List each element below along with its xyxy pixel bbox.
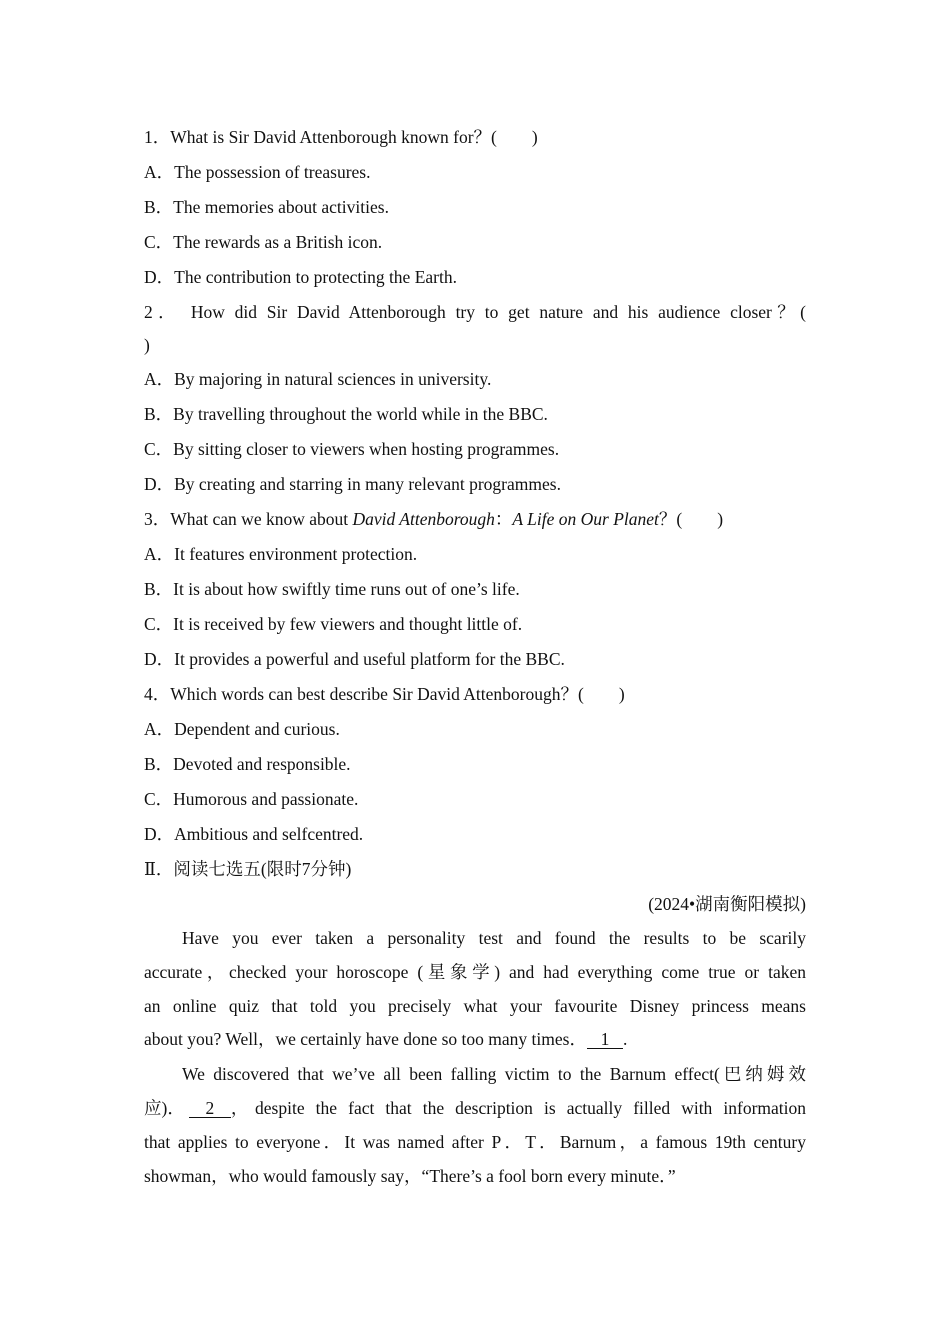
- passage-p2-line2-text: ，despite the fact that the description is actually filled with information: [230, 1098, 806, 1118]
- question-1-option-b: B．The memories about activities.: [144, 197, 389, 217]
- question-3-colon: ：: [494, 509, 513, 529]
- question-3-stem-prefix: 3．What can we know about: [144, 509, 353, 529]
- question-3-stem-suffix: ？( ): [658, 509, 724, 529]
- passage-p1-line1: Have you ever taken a personality test and found the results to be scarily: [182, 928, 806, 948]
- question-3-title-b: A Life on Our Planet: [512, 509, 659, 529]
- question-2-option-a: A．By majoring in natural sciences in university.: [144, 369, 492, 389]
- question-2-stem-line2: ): [144, 335, 150, 355]
- question-1-stem: 1．What is Sir David Attenborough known for？( ): [144, 127, 538, 147]
- question-3-option-b: B．It is about how swiftly time runs out of one’s life.: [144, 579, 520, 599]
- question-4-option-c: C．Humorous and passionate.: [144, 789, 359, 809]
- question-4-option-b: B．Devoted and responsible.: [144, 754, 351, 774]
- section-source: (2024•湖南衡阳模拟): [648, 894, 806, 914]
- passage-p2-line2-start: 应)．: [144, 1098, 185, 1118]
- question-4-stem: 4．Which words can best describe Sir David Attenborough？( ): [144, 684, 625, 704]
- passage-p1-line4: [144, 1028, 806, 1050]
- passage-p1-line2: accurate，checked your horoscope (星象学) and had everything come true or taken: [144, 962, 806, 982]
- passage-p2-line3: that applies to everyone．It was named after P．T．Barnum，a famous 19th century: [144, 1132, 806, 1152]
- question-2-option-d: D．By creating and starring in many relevant programmes.: [144, 474, 561, 494]
- blank-1: 1: [587, 1030, 623, 1049]
- passage-p1-line4-text: about you? Well，we certainly have done so too many times．: [144, 1029, 587, 1049]
- passage-p1-line3: an online quiz that told you precisely what your favourite Disney princess means: [144, 996, 806, 1016]
- question-2-stem-line1: 2． How did Sir David Attenborough try to get nature and his audience closer？(: [144, 302, 806, 322]
- question-2-option-b: B．By travelling throughout the world while in the BBC.: [144, 404, 548, 424]
- question-1-option-c: C．The rewards as a British icon.: [144, 232, 383, 252]
- question-4-option-d: D．Ambitious and selfcentred.: [144, 824, 364, 844]
- question-1-option-d: D．The contribution to protecting the Earth.: [144, 267, 457, 287]
- blank-2: 2: [189, 1099, 231, 1118]
- question-3-stem: [144, 508, 806, 530]
- passage-p2-line1: We discovered that we’ve all been falling victim to the Barnum effect(巴纳姆效: [182, 1064, 806, 1084]
- passage-p2-line4: showman，who would famously say，“There’s a fool born every minute．”: [144, 1166, 676, 1186]
- question-4-option-a: A．Dependent and curious.: [144, 719, 340, 739]
- section-heading: Ⅱ．阅读七选五(限时7分钟): [144, 859, 352, 879]
- passage-p2-line2: [144, 1097, 806, 1119]
- question-3-title-a: David Attenborough: [352, 509, 495, 529]
- question-3-option-c: C．It is received by few viewers and thought little of.: [144, 614, 523, 634]
- question-1-option-a: A．The possession of treasures.: [144, 162, 371, 182]
- question-3-option-d: D．It provides a powerful and useful platform for the BBC.: [144, 649, 565, 669]
- question-3-option-a: A．It features environment protection.: [144, 544, 418, 564]
- question-2-option-c: C．By sitting closer to viewers when hosting programmes.: [144, 439, 560, 459]
- passage-p1-line4-end: .: [622, 1029, 628, 1049]
